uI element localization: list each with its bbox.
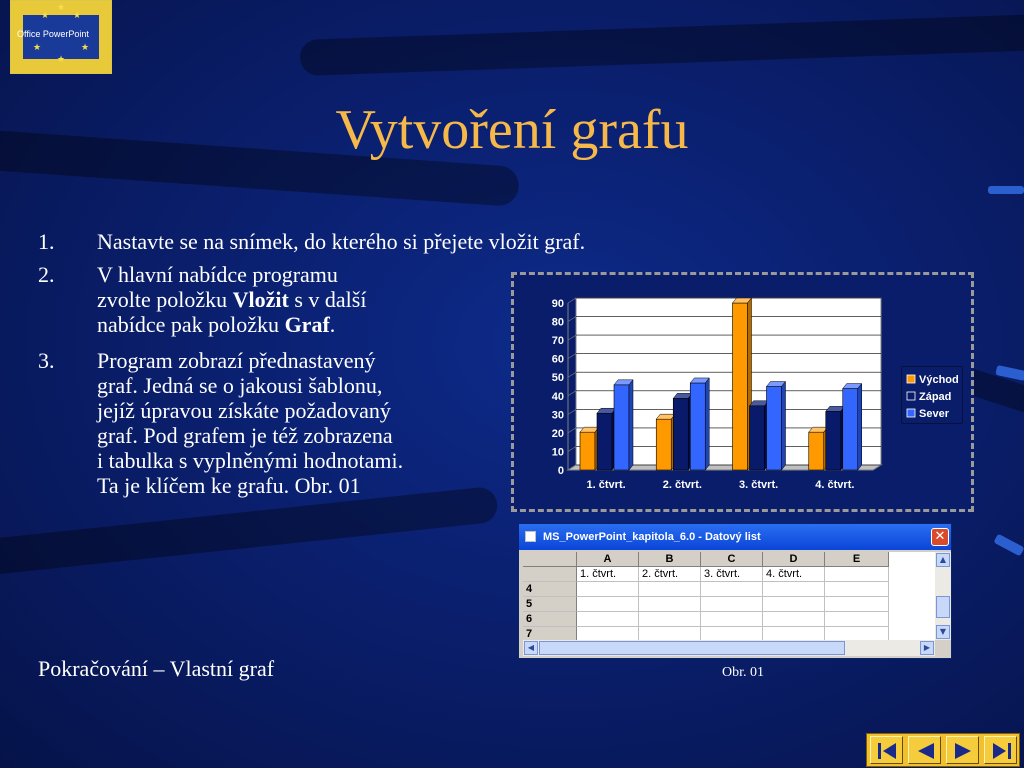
y-tick-label: 10 — [551, 446, 564, 459]
step-text-fragment: nabídce pak položku — [97, 312, 285, 337]
datasheet-cell[interactable] — [577, 612, 639, 627]
datasheet-titlebar[interactable] — [519, 524, 951, 550]
bar-side — [629, 380, 633, 470]
bar — [750, 406, 765, 470]
step-text-fragment: zvolte položku — [97, 287, 233, 312]
row-header[interactable]: 6 — [523, 612, 577, 627]
y-tick-label: 40 — [551, 390, 564, 403]
y-tick-label: 30 — [551, 409, 564, 422]
bar — [767, 387, 782, 471]
datasheet-cell[interactable]: 4. čtvrt. — [763, 567, 825, 582]
x-tick-label: 1. čtvrt. — [586, 479, 626, 491]
step-text-fragment: . — [329, 312, 336, 337]
datasheet-cell[interactable] — [825, 597, 889, 612]
datasheet-cell[interactable] — [763, 597, 825, 612]
datasheet-cell[interactable]: 1. čtvrt. — [577, 567, 639, 582]
y-tick-label: 60 — [551, 353, 564, 366]
next-slide-button[interactable] — [946, 736, 979, 764]
logo-label: Office PowerPoint — [17, 29, 89, 39]
step-number: 1. — [38, 229, 55, 254]
column-header[interactable]: E — [825, 552, 889, 567]
step-line: i tabulka s vyplněnými hodnotami. — [97, 448, 404, 473]
gridline-side — [568, 391, 576, 396]
bar — [690, 383, 705, 470]
gridline-side — [568, 409, 576, 414]
menu-name-graf: Graf — [284, 312, 330, 337]
legend-swatch — [907, 375, 915, 383]
first-icon — [871, 737, 904, 765]
scroll-thumb[interactable] — [539, 641, 845, 655]
bar — [580, 432, 595, 470]
row-header[interactable] — [523, 567, 577, 582]
gridline-side — [568, 317, 576, 322]
bar — [614, 385, 629, 470]
row-header[interactable]: 5 — [523, 597, 577, 612]
bar-side — [705, 378, 709, 470]
bar — [826, 411, 841, 470]
vertical-scrollbar[interactable] — [935, 552, 951, 640]
bar — [843, 389, 858, 470]
background-dash — [993, 534, 1024, 557]
bar — [809, 432, 824, 470]
datasheet-cell[interactable]: 3. čtvrt. — [701, 567, 763, 582]
continue-link[interactable]: Pokračování – Vlastní graf — [38, 656, 275, 681]
row-header[interactable]: 4 — [523, 582, 577, 597]
step-line: Ta je klíčem ke grafu. Obr. 01 — [97, 473, 361, 498]
legend-label: Východ — [919, 374, 959, 386]
y-tick-label: 20 — [551, 427, 564, 440]
corner-cell[interactable] — [523, 552, 577, 567]
gridline-side — [568, 372, 576, 377]
datasheet-cell[interactable] — [639, 597, 701, 612]
datasheet-cell[interactable] — [577, 597, 639, 612]
gridline-side — [568, 354, 576, 359]
datasheet-grid[interactable] — [523, 552, 935, 640]
step-3 — [38, 348, 508, 504]
datasheet-cell[interactable] — [639, 627, 701, 640]
gridline-side — [568, 446, 576, 451]
slide-title: Vytvoření grafu — [335, 99, 689, 161]
previous-icon — [909, 737, 942, 765]
step-number: 3. — [38, 348, 55, 373]
step-line: graf. Jedná se o jakousi šablonu, — [97, 373, 383, 398]
y-tick-label: 0 — [557, 465, 564, 477]
step-text: Nastavte se na snímek, do kterého si přejete vložit graf. — [97, 229, 586, 254]
datasheet-cell[interactable] — [639, 612, 701, 627]
legend-swatch — [907, 392, 915, 400]
y-tick-label: 90 — [551, 298, 564, 310]
background-dash — [988, 186, 1024, 194]
step-1 — [38, 229, 758, 254]
datasheet-cell[interactable]: 2. čtvrt. — [639, 567, 701, 582]
datasheet-cell[interactable] — [825, 627, 889, 640]
column-header[interactable]: C — [701, 552, 763, 567]
legend-label: Západ — [919, 391, 952, 403]
step-2 — [38, 262, 478, 340]
background-streak — [299, 13, 1024, 76]
y-tick-label: 50 — [551, 372, 564, 385]
step-text — [97, 262, 477, 337]
step-line: jejíž úpravou získáte požadovaný — [97, 398, 391, 423]
datasheet-cell[interactable] — [701, 582, 763, 597]
datasheet-cell[interactable] — [763, 612, 825, 627]
x-tick-label: 4. čtvrt. — [815, 479, 855, 491]
bar — [733, 303, 748, 470]
datasheet-cell[interactable] — [639, 582, 701, 597]
scroll-thumb[interactable] — [936, 596, 950, 618]
bar — [597, 413, 612, 470]
horizontal-scrollbar[interactable] — [523, 640, 935, 656]
step-line — [97, 287, 477, 312]
datasheet-cell[interactable] — [763, 582, 825, 597]
scroll-down-icon[interactable]: ▼ — [936, 625, 950, 639]
gridline-side — [568, 298, 576, 303]
previous-slide-button[interactable] — [908, 736, 941, 764]
column-header[interactable]: B — [639, 552, 701, 567]
step-text-fragment: s v další — [288, 287, 367, 312]
step-line — [97, 312, 477, 337]
figure-caption: Obr. 01 — [722, 665, 764, 680]
x-tick-label: 3. čtvrt. — [739, 479, 779, 491]
x-tick-label: 2. čtvrt. — [662, 479, 702, 491]
gridline-side — [568, 428, 576, 433]
office-powerpoint-logo: ★ ★ ★ ★ ★ ★ Office PowerPoint — [10, 0, 112, 74]
datasheet-window[interactable] — [518, 523, 952, 659]
slide-navigation — [866, 733, 1020, 767]
bar — [656, 419, 671, 470]
first-slide-button[interactable] — [870, 736, 903, 764]
datasheet-cell[interactable] — [701, 597, 763, 612]
datasheet-cell[interactable] — [701, 612, 763, 627]
datasheet-cell[interactable] — [763, 627, 825, 640]
scroll-left-icon[interactable]: ◀ — [524, 641, 538, 655]
step-number: 2. — [38, 262, 55, 287]
gridline-side — [568, 335, 576, 340]
row-header[interactable]: 7 — [523, 627, 577, 640]
datasheet-cell[interactable] — [825, 582, 889, 597]
bar — [673, 398, 688, 470]
legend-label: Sever — [919, 408, 949, 420]
datasheet-icon — [525, 531, 536, 542]
close-button[interactable]: ✕ — [931, 528, 949, 546]
y-tick-label: 80 — [551, 316, 564, 329]
step-line: graf. Pod grafem je též zobrazena — [97, 423, 393, 448]
next-icon — [947, 737, 980, 765]
last-icon — [985, 737, 1018, 765]
bar-side — [858, 384, 862, 470]
datasheet-cell[interactable] — [701, 627, 763, 640]
scroll-right-icon[interactable]: ▶ — [920, 641, 934, 655]
last-slide-button[interactable] — [984, 736, 1017, 764]
step-line: Program zobrazí přednastavený — [97, 348, 376, 373]
scroll-up-icon[interactable]: ▲ — [936, 553, 950, 567]
bar-chart — [514, 275, 971, 509]
column-header[interactable]: D — [763, 552, 825, 567]
step-text — [97, 348, 507, 498]
datasheet-cell[interactable] — [577, 627, 639, 640]
y-tick-label: 70 — [551, 335, 564, 348]
column-header[interactable]: A — [577, 552, 639, 567]
datasheet-title: MS_PowerPoint_kapitola_6.0 - Datový list — [543, 531, 761, 543]
legend-swatch — [907, 409, 915, 417]
datasheet-cell[interactable] — [825, 612, 889, 627]
datasheet-cell[interactable] — [577, 582, 639, 597]
step-line: V hlavní nabídce programu — [97, 262, 338, 287]
bar-side — [782, 382, 786, 471]
datasheet-cell[interactable] — [825, 567, 889, 582]
menu-name-vlozit: Vložit — [232, 287, 289, 312]
embedded-chart[interactable] — [511, 272, 974, 512]
